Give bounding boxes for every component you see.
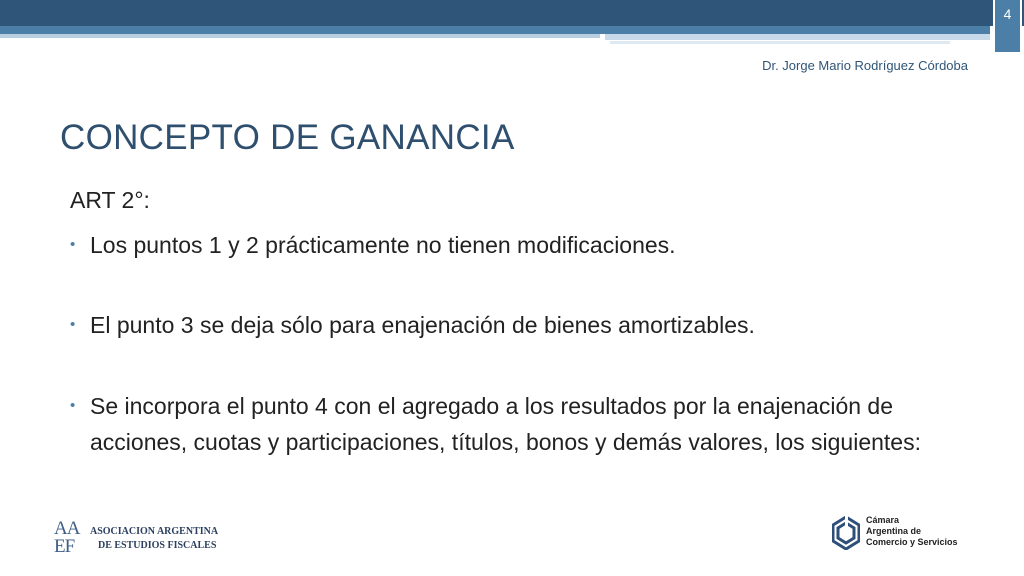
- bullet-item: [70, 388, 970, 460]
- author-name: Dr. Jorge Mario Rodríguez Córdoba: [762, 58, 968, 73]
- bullet-text: Se incorpora el punto 4 con el agregado a los resultados por la enajenación de acciones, cuotas y participaciones, títulos, bonos y demás valores, los siguientes:: [90, 393, 921, 455]
- cac-logo-line2: Argentina de: [866, 526, 922, 536]
- aaef-mark: AA EF: [54, 518, 79, 557]
- bullet-text: El punto 3 se deja sólo para enajenación de bienes amortizables.: [90, 312, 755, 338]
- article-heading: ART 2°:: [70, 187, 150, 213]
- top-stripe: [0, 26, 990, 34]
- bullet-icon: •: [70, 236, 76, 253]
- top-stripe-light: [605, 34, 990, 40]
- bullet-item: [70, 307, 970, 343]
- aaef-logo-line1: ASOCIACION ARGENTINA: [90, 526, 219, 537]
- bullet-text: Los puntos 1 y 2 prácticamente no tienen modificaciones.: [90, 232, 676, 258]
- aaef-logo: [54, 520, 254, 560]
- page-number: 4: [1003, 6, 1012, 22]
- cac-logo-text: [866, 515, 958, 548]
- aaef-logo-line2: DE ESTUDIOS FISCALES: [98, 540, 217, 551]
- slide-title: CONCEPTO DE GANANCIA: [60, 118, 515, 157]
- top-bar: [0, 0, 1024, 26]
- top-stripe-light: [0, 34, 600, 38]
- cac-logo-icon: [832, 516, 860, 550]
- bullet-icon: •: [70, 397, 76, 414]
- cac-logo-line1: Cámara: [866, 515, 900, 525]
- cac-logo-line3: Comercio y Servicios: [866, 537, 958, 547]
- bullet-item: [70, 227, 970, 263]
- bullet-icon: •: [70, 316, 76, 333]
- top-stripe-light: [610, 41, 950, 44]
- cac-logo: [832, 513, 992, 555]
